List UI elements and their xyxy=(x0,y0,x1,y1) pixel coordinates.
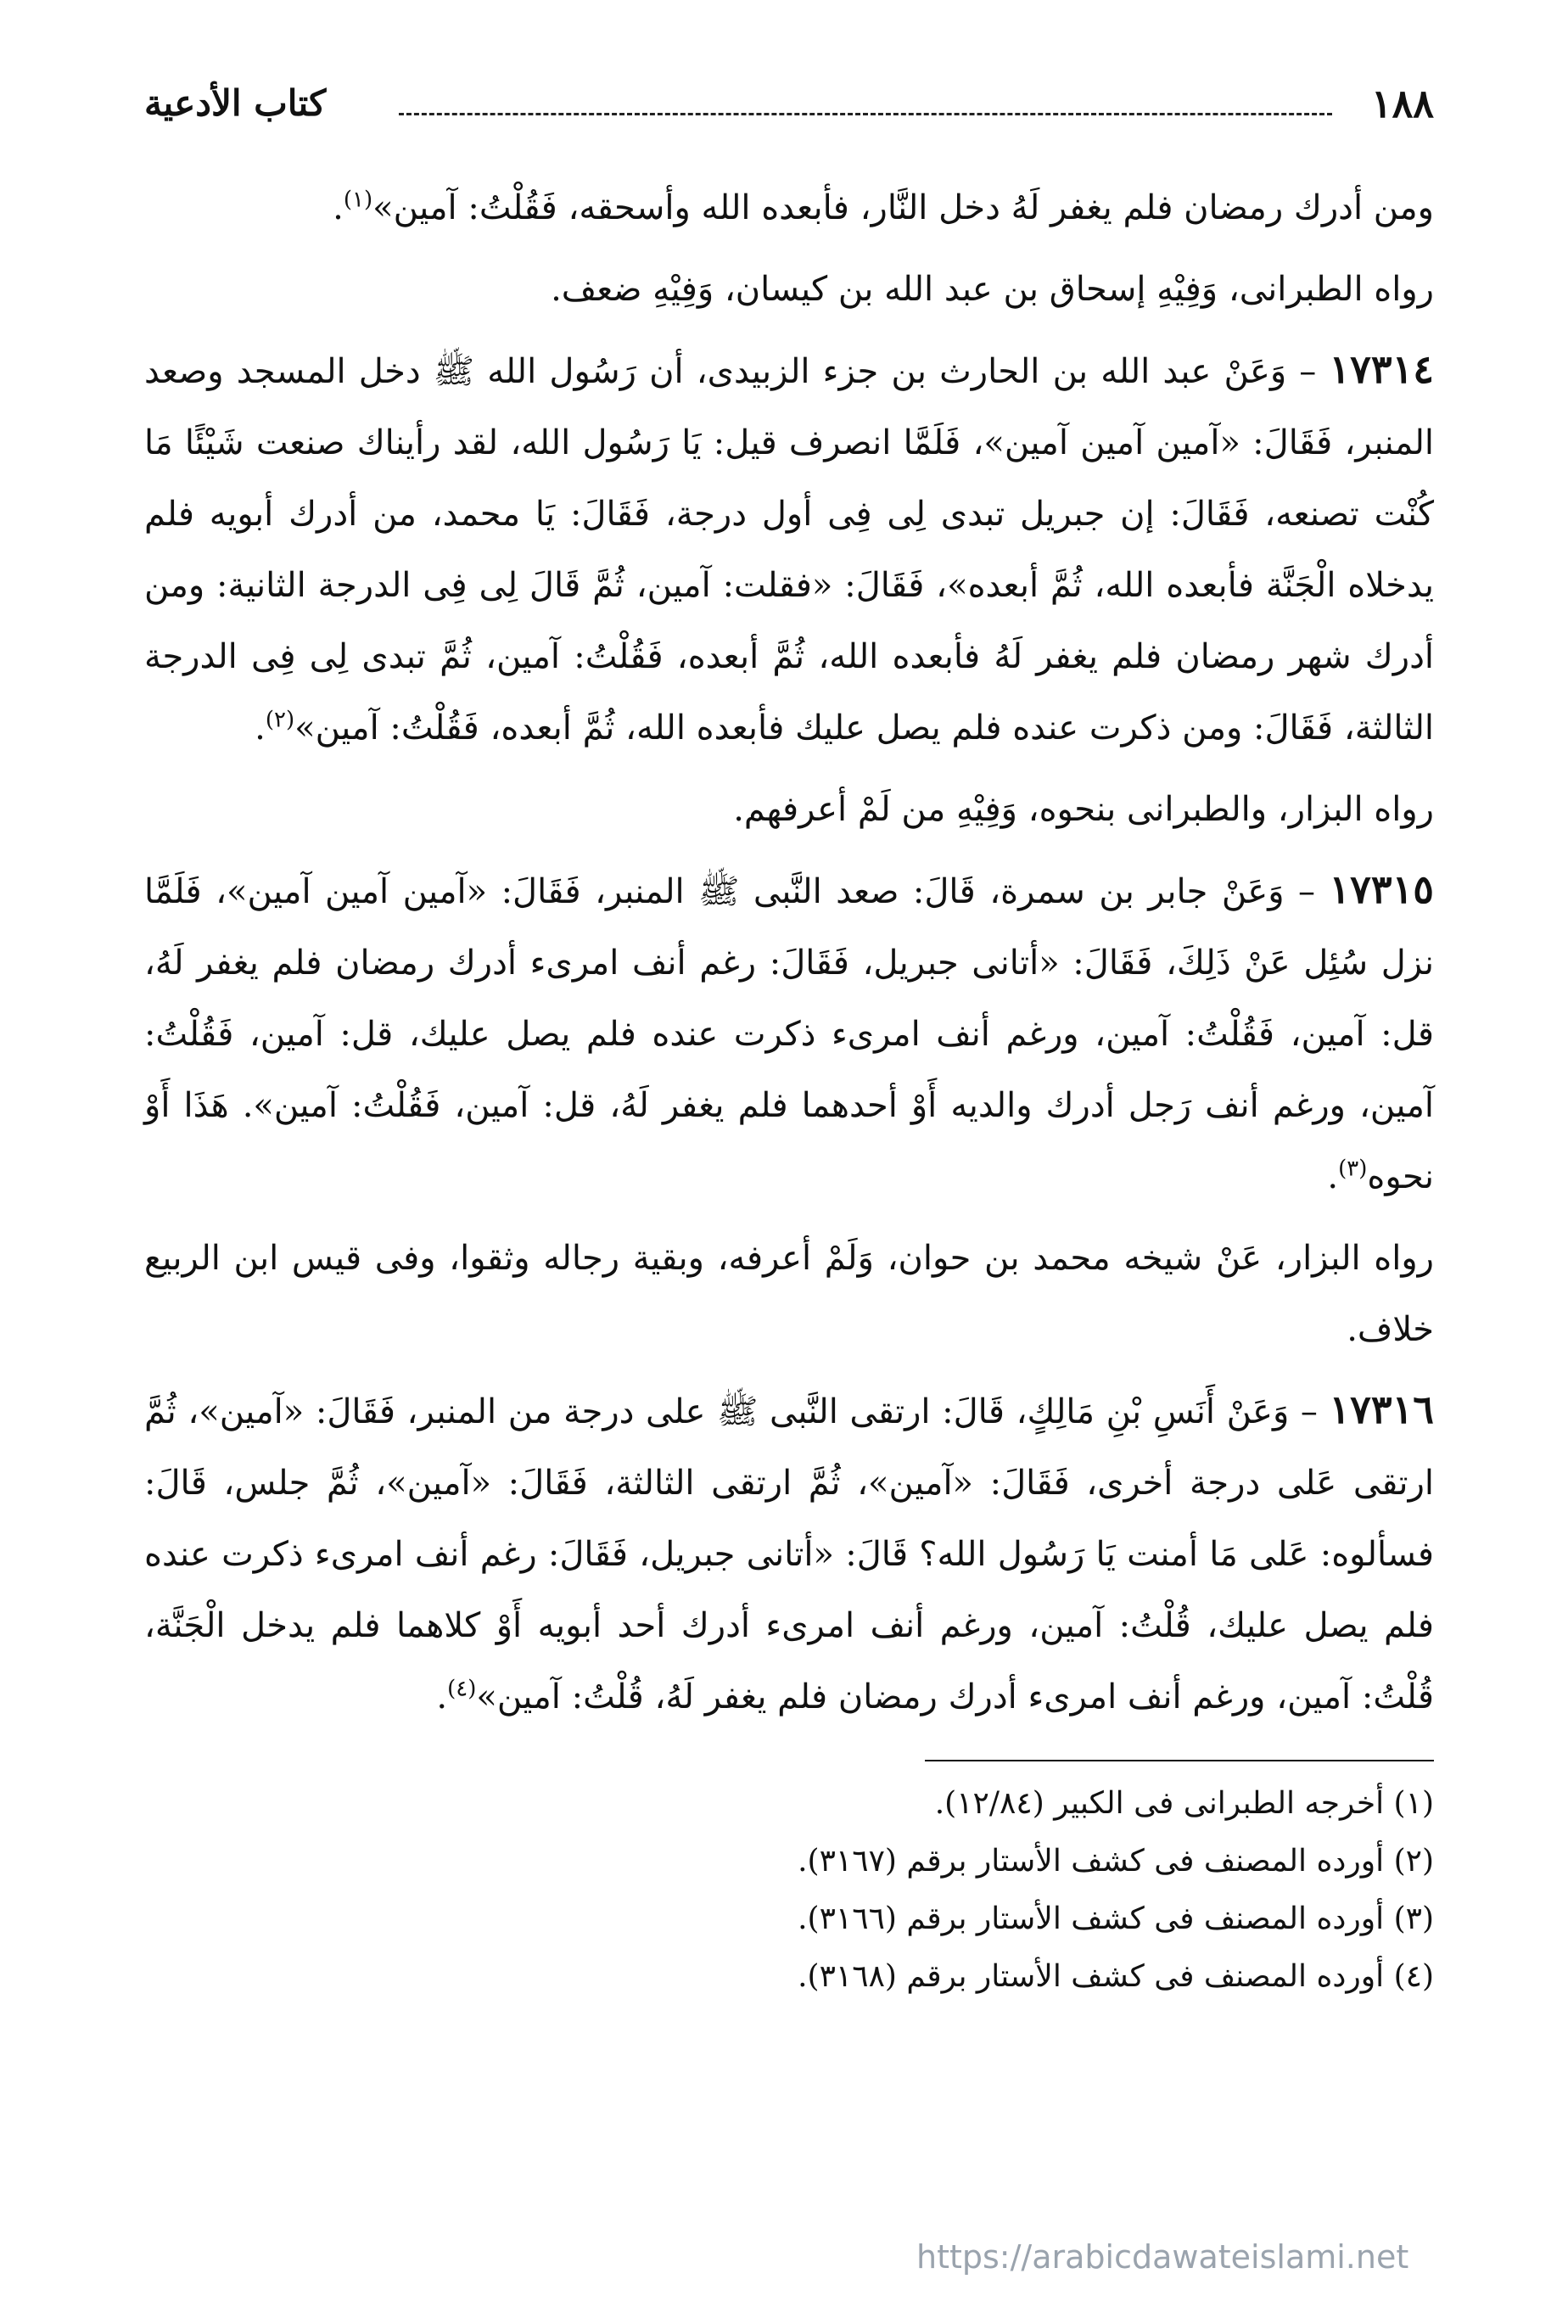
footnote-ref: (٢) xyxy=(265,707,295,733)
hadith-paragraph: ١٧٣١٤ – وَعَنْ عبد الله بن الحارث بن جزء الزبيدى، أن رَسُول الله ﷺ دخل المسجد وصعد المنبر، فَقَالَ: «آمين آمين آمين»، فَلَمَّا انصرف قيل: يَا رَسُول الله، لقد رأيناك صنعت شَيْئًا مَا كُنْت تصنعه، فَقَالَ: إن جبريل تبدى لِى فِى أول درجة، فَقَالَ: يَا محمد، من أدرك أبويه فلم يدخلاه الْجَنَّة فأبعده الله، ثُمَّ أبعده»، فَقَالَ: «فقلت: آمين، ثُمَّ قَالَ لِى فِى الدرجة الثانية: ومن أدرك شهر رمضان فلم يغفر لَهُ فأبعده الله، ثُمَّ أبعده، فَقُلْتُ: آمين، ثُمَّ تبدى لِى فِى الدرجة الثالثة، فَقَالَ: ومن ذكرت عنده فلم يصل عليك فأبعده الله، ثُمَّ أبعده، فَقُلْتُ: آمين»$^{(٢)}$. xyxy=(144,346,1434,748)
footnotes xyxy=(144,1775,1434,2006)
source-note: رواه البزار، عَنْ شيخه محمد بن حوان، وَلَمْ أعرفه، وبقية رجاله وثقوا، وفى قيس ابن الربيع خلاف. xyxy=(144,1239,1434,1349)
hadith-paragraph: ١٧٣١٥ – وَعَنْ جابر بن سمرة، قَالَ: صعد النَّبى ﷺ المنبر، فَقَالَ: «آمين آمين آمين»، فَلَمَّا نزل سُئِل عَنْ ذَلِكَ، فَقَالَ: «أتانى جبريل، فَقَالَ: رغم أنف امرىء أدرك رمضان فلم يغفر لَهُ، قل: آمين، فَقُلْتُ: آمين، ورغم أنف امرىء ذكرت عنده فلم يصل عليك، قل: آمين، فَقُلْتُ: آمين، ورغم أنف رَجل أدرك والديه أَوْ أحدهما فلم يغفر لَهُ، قل: آمين، فَقُلْتُ: آمين». هَذَا أَوْ نحوه$^{(٣)}$. xyxy=(144,866,1434,1196)
hadith-number: ١٧٣١٥ xyxy=(1329,866,1434,912)
footnote-ref: (١) xyxy=(343,187,373,213)
paragraph: ومن أدرك رمضان فلم يغفر لَهُ دخل النَّار، فأبعده الله وأسحقه، فَقُلْتُ: آمين»$^{(١)}$. xyxy=(333,187,1434,227)
page-header xyxy=(144,81,1434,140)
watermark-url: https://arabicdawateislami.net xyxy=(916,2238,1409,2276)
footnote: (٣) أورده المصنف فى كشف الأستار برقم (٣١٦٦). xyxy=(798,1901,1434,1936)
source-note: رواه البزار، والطبرانى بنحوه، وَفِيْهِ من لَمْ أعرفهم. xyxy=(733,790,1434,829)
hadith-number: ١٧٣١٤ xyxy=(1329,346,1434,392)
page-number: ١٨٨ xyxy=(1370,81,1434,126)
main-text xyxy=(144,172,1434,1733)
footnote-separator xyxy=(925,1760,1434,1761)
footnote: (١) أخرجه الطبرانى فى الكبير (١٢/٨٤). xyxy=(934,1786,1434,1821)
hadith-number: ١٧٣١٦ xyxy=(1329,1386,1435,1432)
footnote: (٤) أورده المصنف فى كشف الأستار برقم (٣١٦٨). xyxy=(798,1959,1434,1994)
footnote: (٢) أورده المصنف فى كشف الأستار برقم (٣١٦٧). xyxy=(798,1844,1434,1879)
page xyxy=(144,81,1434,2253)
footnote-ref: (٣) xyxy=(1338,1156,1368,1182)
book-title: كتاب الأدعية xyxy=(144,82,327,124)
header-dashed-rule xyxy=(399,113,1332,115)
footnote-ref: (٤) xyxy=(447,1676,477,1702)
source-note: رواه الطبرانى، وَفِيْهِ إسحاق بن عبد الله بن كيسان، وَفِيْهِ ضعف. xyxy=(551,270,1434,309)
hadith-paragraph: ١٧٣١٦ – وَعَنْ أَنَسِ بْنِ مَالِكٍ، قَالَ: ارتقى النَّبى ﷺ على درجة من المنبر، فَقَالَ: «آمين»، ثُمَّ ارتقى عَلى درجة أخرى، فَقَالَ: «آمين»، ثُمَّ ارتقى الثالثة، فَقَالَ: «آمين»، ثُمَّ جلس، قَالَ: فسألوه: عَلى مَا أمنت يَا رَسُول الله؟ قَالَ: «أتانى جبريل، فَقَالَ: رغم أنف امرىء ذكرت عنده فلم يصل عليك، قُلْتُ: آمين، ورغم أنف امرىء أدرك أحد أبويه أَوْ كلاهما فلم يدخل الْجَنَّة، قُلْتُ: آمين، ورغم أنف امرىء أدرك رمضان فلم يغفر لَهُ، قُلْتُ: آمين»$^{(٤)}$. xyxy=(144,1386,1435,1716)
